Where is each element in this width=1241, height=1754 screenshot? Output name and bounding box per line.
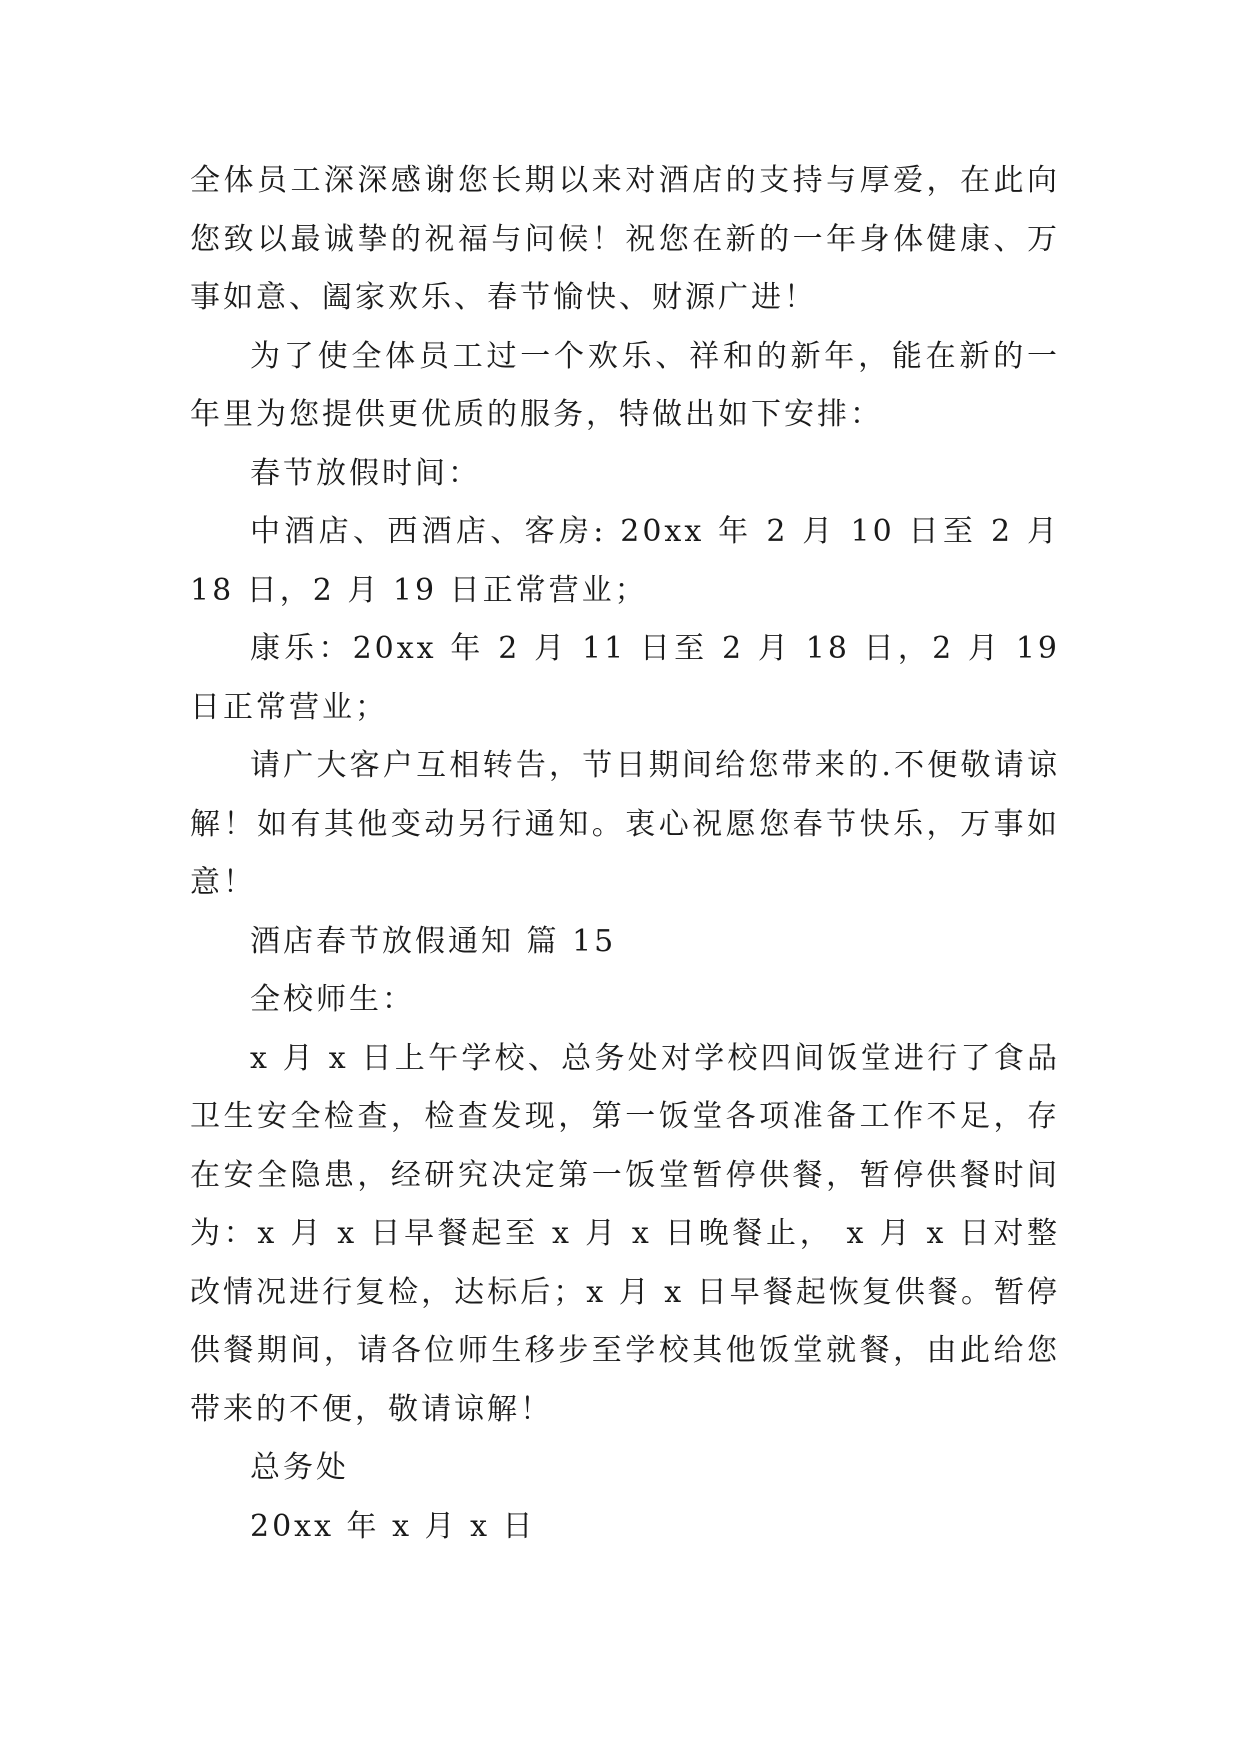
paragraph-recreation-schedule: 康乐：20xx 年 2 月 11 日至 2 月 18 日，2 月 19 日正常营业； [190, 631, 1060, 725]
paragraph-salutation: 全校师生： [250, 982, 415, 1017]
paragraph-greeting: 全体员工深深感谢您长期以来对酒店的支持与厚爱，在此向您致以最诚挚的祝福与问候！祝您在新的一年身体健康、万事如意、阖家欢乐、春节愉快、财源广进！ [190, 163, 1060, 315]
paragraph-closing-wishes: 请广大客户互相转告，节日期间给您带来的.不便敬请谅解！如有其他变动另行通知。衷心祝愿您春节快乐，万事如意！ [190, 748, 1060, 900]
paragraph-hotel-rooms-schedule: 中酒店、西酒店、客房: 20xx 年 2 月 10 日至 2 月 18 日，2 月 19 日正常营业； [190, 514, 1060, 608]
paragraph-arrangement-intro: 为了使全体员工过一个欢乐、祥和的新年，能在新的一年里为您提供更优质的服务，特做出如下安排： [190, 338, 1060, 432]
paragraph-holiday-time-heading: 春节放假时间： [250, 455, 481, 491]
signature-date: 20xx 年 x 月 x 日 [250, 1508, 536, 1544]
paragraph-canteen-notice: x 月 x 日上午学校、总务处对学校四间饭堂进行了食品卫生安全检查，检查发现，第一饭堂各项准备工作不足，存在安全隐患，经研究决定第一饭堂暂停供餐，暂停供餐时间为：x 月 x 日早餐起至 x 月 x 日晚餐止， x 月 x 日对整改情况进行复检，达标后；x 月 x 日早餐起恢复供餐。暂停供餐期间，请各位师生移步至学校其他饭堂就餐，由此给您带来的不便，敬请谅解！ [190, 1040, 1060, 1427]
section-title: 酒店春节放假通知 篇 15 [250, 923, 617, 959]
signature-department: 总务处 [250, 1450, 349, 1485]
document-body [190, 152, 1060, 1556]
